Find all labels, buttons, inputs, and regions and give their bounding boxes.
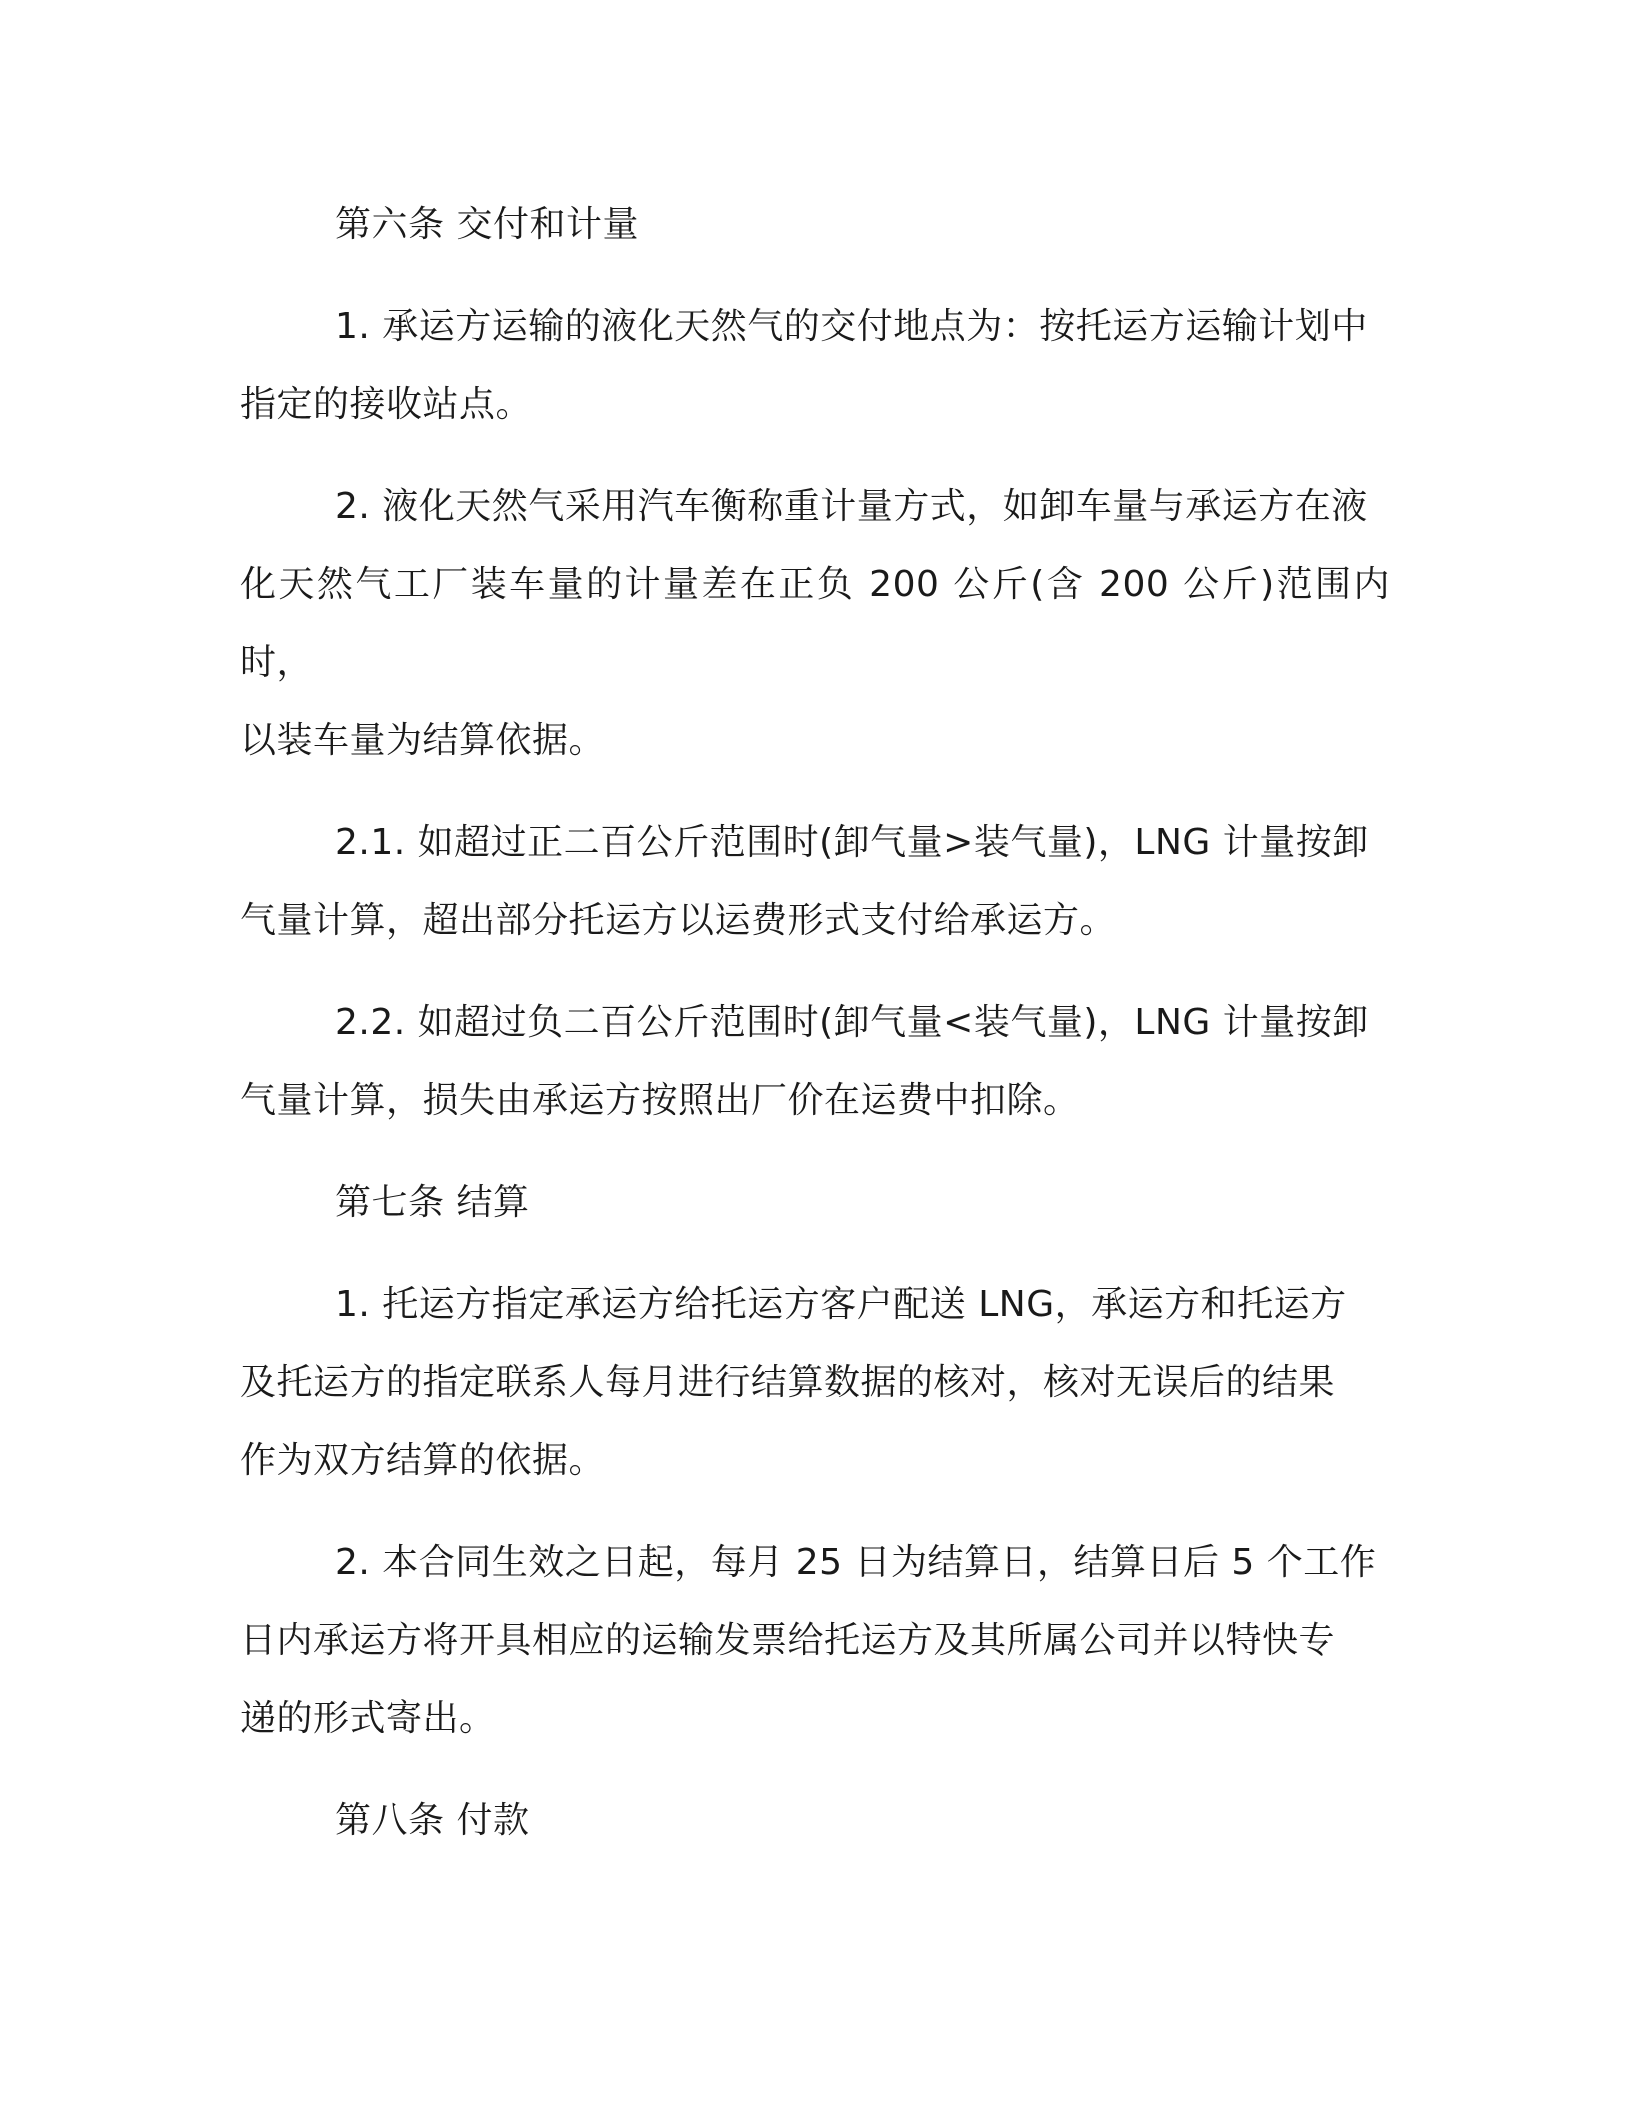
section-6 xyxy=(240,186,1390,1140)
text-line: 2.2. 如超过负二百公斤范围时(卸气量<装气量)，LNG 计量按卸 xyxy=(335,1002,1369,1043)
text-line: 及托运方的指定联系人每月进行结算数据的核对，核对无误后的结果 xyxy=(240,1362,1336,1403)
section-heading: 第七条 结算 xyxy=(335,1182,530,1223)
document-body xyxy=(240,186,1390,1884)
text-line: 以装车量为结算依据。 xyxy=(240,720,606,761)
clause-7-1 xyxy=(240,1266,1390,1500)
clause-7-2 xyxy=(240,1524,1390,1758)
text-line: 化天然气工厂装车量的计量差在正负 200 公斤(含 200 公斤)范围内时， xyxy=(240,564,1390,683)
text-line: 2. 本合同生效之日起，每月 25 日为结算日，结算日后 5 个工作 xyxy=(335,1542,1377,1583)
text-line: 指定的接收站点。 xyxy=(240,384,533,425)
section-heading: 第六条 交付和计量 xyxy=(335,204,639,245)
text-line: 气量计算，超出部分托运方以运费形式支付给承运方。 xyxy=(240,900,1117,941)
clause-6-1 xyxy=(240,288,1390,444)
clause-6-2-2 xyxy=(240,984,1390,1140)
section-heading: 第八条 付款 xyxy=(335,1800,530,1841)
text-line: 作为双方结算的依据。 xyxy=(240,1440,606,1481)
text-line: 1. 承运方运输的液化天然气的交付地点为：按托运方运输计划中 xyxy=(335,306,1368,347)
clause-6-2 xyxy=(240,468,1390,780)
text-line: 2. 液化天然气采用汽车衡称重计量方式，如卸车量与承运方在液 xyxy=(335,486,1368,527)
text-line: 气量计算，损失由承运方按照出厂价在运费中扣除。 xyxy=(240,1080,1080,1121)
clause-6-2-1 xyxy=(240,804,1390,960)
section-8 xyxy=(240,1782,1390,1860)
text-line: 2.1. 如超过正二百公斤范围时(卸气量>装气量)，LNG 计量按卸 xyxy=(335,822,1369,863)
text-line: 1. 托运方指定承运方给托运方客户配送 LNG，承运方和托运方 xyxy=(335,1284,1347,1325)
text-line: 递的形式寄出。 xyxy=(240,1698,496,1739)
text-line: 日内承运方将开具相应的运输发票给托运方及其所属公司并以特快专 xyxy=(240,1620,1336,1661)
section-7 xyxy=(240,1164,1390,1758)
